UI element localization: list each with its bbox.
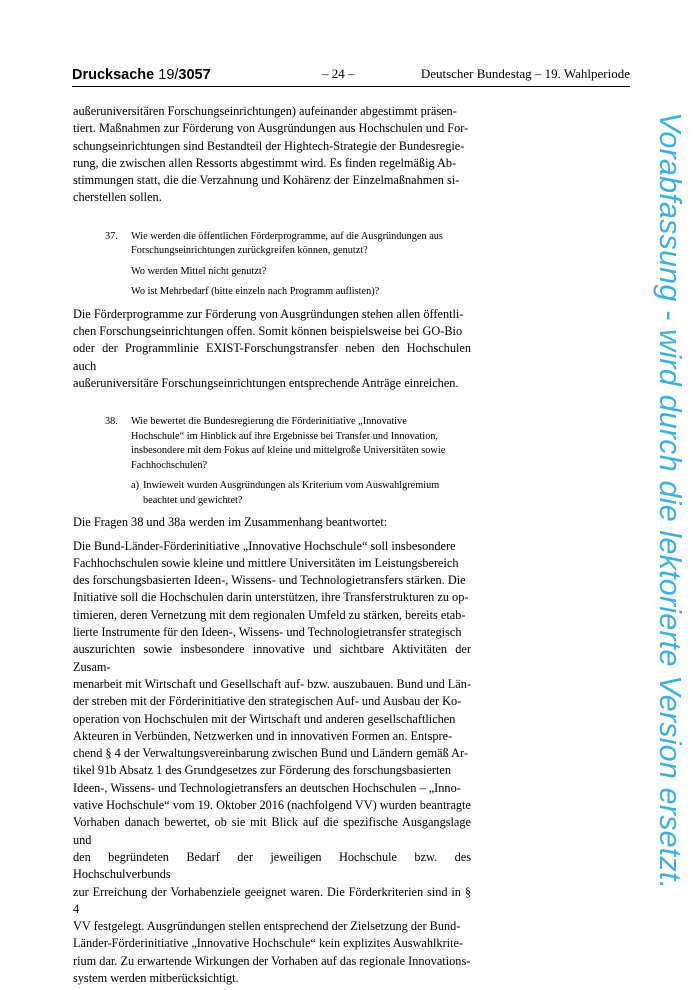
text-line: außeruniversitären Forschungseinrichtungen) aufeinander abgestimmt präsen- [73,104,457,118]
text-line: Akteuren in Verbünden, Netzwerken und in innovativen Formen an. Entspre- [73,728,453,743]
text-line: schungseinrichtungen sind Bestandteil der Hightech-Strategie der Bundesregie- [73,138,465,153]
text-line: Die Förderprogramme zur Förderung von Ausgründungen stehen allen öffentli- [73,306,464,321]
number-main: 3057 [178,67,211,83]
text-line: Fachhochschulen? [131,459,208,471]
text-line: vative Hochschule“ vom 19. Oktober 2016 (nachfolgend VV) wurden beantragte [73,798,471,813]
question-38a-label: a) [131,480,139,492]
text-line: Hochschule“ im Hinblick auf ihre Ergebnisse bei Transfer und Innovation, [131,430,438,442]
text-line: VV festgelegt. Ausgründungen stellen entsprechend der Zielsetzung der Bund- [73,919,461,934]
text-line: Initiative soll die Hochschulen darin unterstützen, ihre Transferstrukturen zu op- [73,590,469,605]
intro-paragraph [73,103,471,207]
text-line: Ideen-, Wissens- und Technologietransfers an deutschen Hochschulen – „Inno- [73,780,461,795]
question-sub-2: Wo ist Mehrbedarf (bitte einzeln nach Programm auflisten)? [131,286,380,298]
text-line: stimmungen statt, die die Verzahnung und Kohärenz der Einzelmaßnahmen si- [73,173,460,188]
question-number: 37. [105,230,118,242]
text-line: rium dar. Zu erwartende Wirkungen der Vorhaben auf das regionale Innovations- [73,953,471,968]
joint-answer-note: Die Fragen 38 und 38a werden im Zusammenhang beantwortet: [73,515,388,530]
text-line: chen Forschungseinrichtungen offen. Somit können beispielsweise bei GO-Bio [73,324,463,339]
text-line: zur Erreichung der Vorhabenziele geeignet waren. Die Förderkriterien sind in § 4 [73,884,471,916]
question-37 [73,230,471,300]
text-line: rung, die zwischen allen Ressorts abgestimmt wird. Es finden regelmäßig Ab- [73,155,457,170]
question-38a [131,479,471,508]
page-header [72,66,630,87]
text-line: system werden mitberücksichtigt. [73,970,239,985]
text-line: des forschungsbasierten Ideen-, Wissens- und Technologietransfers stärken. Die [73,573,466,588]
text-line: außeruniversitäre Forschungseinrichtungen entsprechende Anträge einreichen. [73,375,459,390]
watermark-text: Vorabfassung - wird durch die lektorierte Version ersetzt. [653,112,687,890]
text-line: menarbeit mit Wirtschaft und Gesellschaft auf- bzw. auszubauen. Bund und Län- [73,676,472,691]
text-line: tiert. Maßnahmen zur Förderung von Ausgründungen aus Hochschulen und For- [73,121,469,136]
text-line: Länder-Förderinitiative „Innovative Hochschule“ kein explizites Auswahlkrite- [73,936,464,951]
text-line: Forschungseinrichtungen zurückgreifen können, genutzt? [131,245,368,257]
text-line: Wie werden die öffentlichen Förderprogramme, auf die Ausgründungen aus [131,230,443,242]
answer-38 [73,538,471,988]
question-number: 38. [105,416,118,428]
text-line: lierte Instrumente für den Ideen-, Wissens- und Technologietransfer strategisch [73,625,462,640]
number-prefix: 19/ [158,67,179,83]
text-line: cherstellen sollen. [73,190,162,205]
question-sub-1: Wo werden Mittel nicht genutzt? [131,265,267,277]
text-line: timieren, deren Vernetzung mit dem regionalen Umfeld zu stärken, bereits etab- [73,607,466,622]
text-line: der streben mit der Förderinitiative den strategischen Auf- und Ausbau der Ko- [73,694,462,709]
publisher: Deutscher Bundestag – 19. Wahlperiode [420,66,630,81]
text-line: beachtet und gewichtet? [143,494,243,506]
text-line: Inwieweit wurden Ausgründungen als Kriterium vom Auswahlgremium [143,480,440,492]
text-line: Die Bund-Länder-Förderinitiative „Innovative Hochschule“ soll insbesondere [73,538,456,553]
text-line: tikel 91b Absatz 1 des Grundgesetzes zur Förderung des forschungsbasierten [73,763,452,778]
text-line: insbesondere mit dem Fokus auf kleine und mittelgroße Universitäten sowie [131,445,446,457]
question-text [131,230,471,259]
question-38 [73,415,471,508]
text-line: Wie bewertet die Bundesregierung die Förderinitiative „Innovative [131,416,407,428]
text-line: den begründeten Bedarf der jeweiligen Hochschule bzw. des Hochschulverbunds [73,849,471,882]
question-text [131,415,471,473]
text-line: oder der Programmlinie EXIST-Forschungstransfer neben den Hochschulen auch [73,341,471,373]
text-line: operation von Hochschulen mit der Wirtschaft und anderen gesellschaftlichen [73,711,456,726]
question-38a-text [143,479,471,508]
text-line: Vorhaben danach bewertet, ob sie mit Blick auf die spezifische Ausgangslage und [73,815,471,847]
watermark-box [655,112,687,912]
answer-37 [73,306,471,392]
page-body [73,103,471,987]
page-number: – 24 – [322,66,355,81]
drucksache-label: Drucksache [72,67,155,83]
text-line: auszurichten sowie insbesondere innovative und sichtbare Aktivitäten der Zusam- [73,642,471,674]
text-line: Fachhochschulen sowie kleine und mittlere Universitäten im Leistungsbereich [73,555,459,570]
text-line: chend § 4 der Verwaltungsvereinbarung zwischen Bund und Ländern gemäß Ar- [73,746,468,761]
document-number [72,67,211,83]
